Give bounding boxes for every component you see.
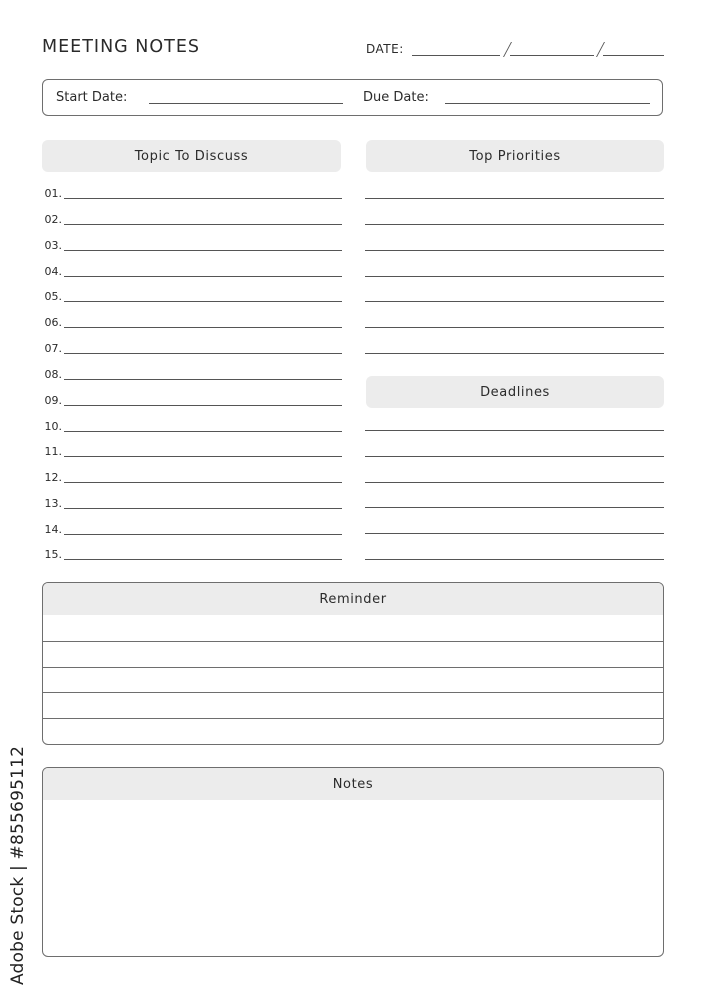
page-title: MEETING NOTES [42, 37, 200, 57]
topic-row[interactable] [42, 282, 342, 302]
topic-row[interactable] [42, 489, 342, 509]
priority-line[interactable] [365, 224, 664, 225]
topic-number: 06. [44, 316, 62, 329]
topic-number: 07. [44, 342, 62, 355]
reminder-line[interactable] [43, 692, 663, 693]
topic-header: Topic To Discuss [42, 140, 341, 172]
topic-number: 08. [44, 368, 62, 381]
topic-number: 14. [44, 523, 62, 536]
topic-row[interactable] [42, 386, 342, 406]
topic-number: 10. [44, 420, 62, 433]
topic-row[interactable] [42, 257, 342, 277]
due-date-label: Due Date: [363, 90, 429, 105]
reminder-box [42, 582, 664, 745]
deadlines-header: Deadlines [366, 376, 664, 408]
topic-row[interactable] [42, 205, 342, 225]
priority-line[interactable] [365, 198, 664, 199]
start-date-label: Start Date: [56, 90, 128, 105]
topic-number: 12. [44, 471, 62, 484]
priority-line[interactable] [365, 301, 664, 302]
topic-number: 09. [44, 394, 62, 407]
deadline-line[interactable] [365, 482, 664, 483]
stock-watermark-text: Adobe Stock | #855695112 [8, 745, 28, 985]
priority-line[interactable] [365, 327, 664, 328]
reminder-line[interactable] [43, 718, 663, 719]
date-month-field[interactable] [510, 55, 594, 56]
topic-row[interactable] [42, 360, 342, 380]
topic-number: 01. [44, 187, 62, 200]
deadline-line[interactable] [365, 559, 664, 560]
notes-header: Notes [43, 768, 663, 800]
date-year-field[interactable] [603, 55, 664, 56]
topic-row[interactable] [42, 308, 342, 328]
deadline-line[interactable] [365, 507, 664, 508]
deadline-line[interactable] [365, 533, 664, 534]
topic-number: 05. [44, 290, 62, 303]
due-date-field[interactable] [445, 103, 650, 104]
topic-row[interactable] [42, 412, 342, 432]
topic-number: 13. [44, 497, 62, 510]
notes-box[interactable] [42, 767, 664, 957]
topic-number: 04. [44, 265, 62, 278]
date-day-field[interactable] [412, 55, 500, 56]
reminder-line[interactable] [43, 667, 663, 668]
topic-row[interactable] [42, 231, 342, 251]
topic-number: 15. [44, 548, 62, 561]
topic-row[interactable] [42, 334, 342, 354]
topic-row[interactable] [42, 179, 342, 199]
date-label: DATE: [366, 42, 404, 56]
deadline-line[interactable] [365, 456, 664, 457]
start-date-field[interactable] [149, 103, 343, 104]
priority-line[interactable] [365, 353, 664, 354]
deadline-line[interactable] [365, 430, 664, 431]
priorities-header: Top Priorities [366, 140, 664, 172]
topic-number: 02. [44, 213, 62, 226]
topic-row[interactable] [42, 463, 342, 483]
topic-row[interactable] [42, 540, 342, 560]
priority-line[interactable] [365, 276, 664, 277]
reminder-line[interactable] [43, 641, 663, 642]
topic-number: 11. [44, 445, 62, 458]
reminder-header: Reminder [43, 583, 663, 615]
topic-row[interactable] [42, 515, 342, 535]
date-range-box [42, 79, 663, 116]
topic-row[interactable] [42, 437, 342, 457]
priority-line[interactable] [365, 250, 664, 251]
topic-number: 03. [44, 239, 62, 252]
